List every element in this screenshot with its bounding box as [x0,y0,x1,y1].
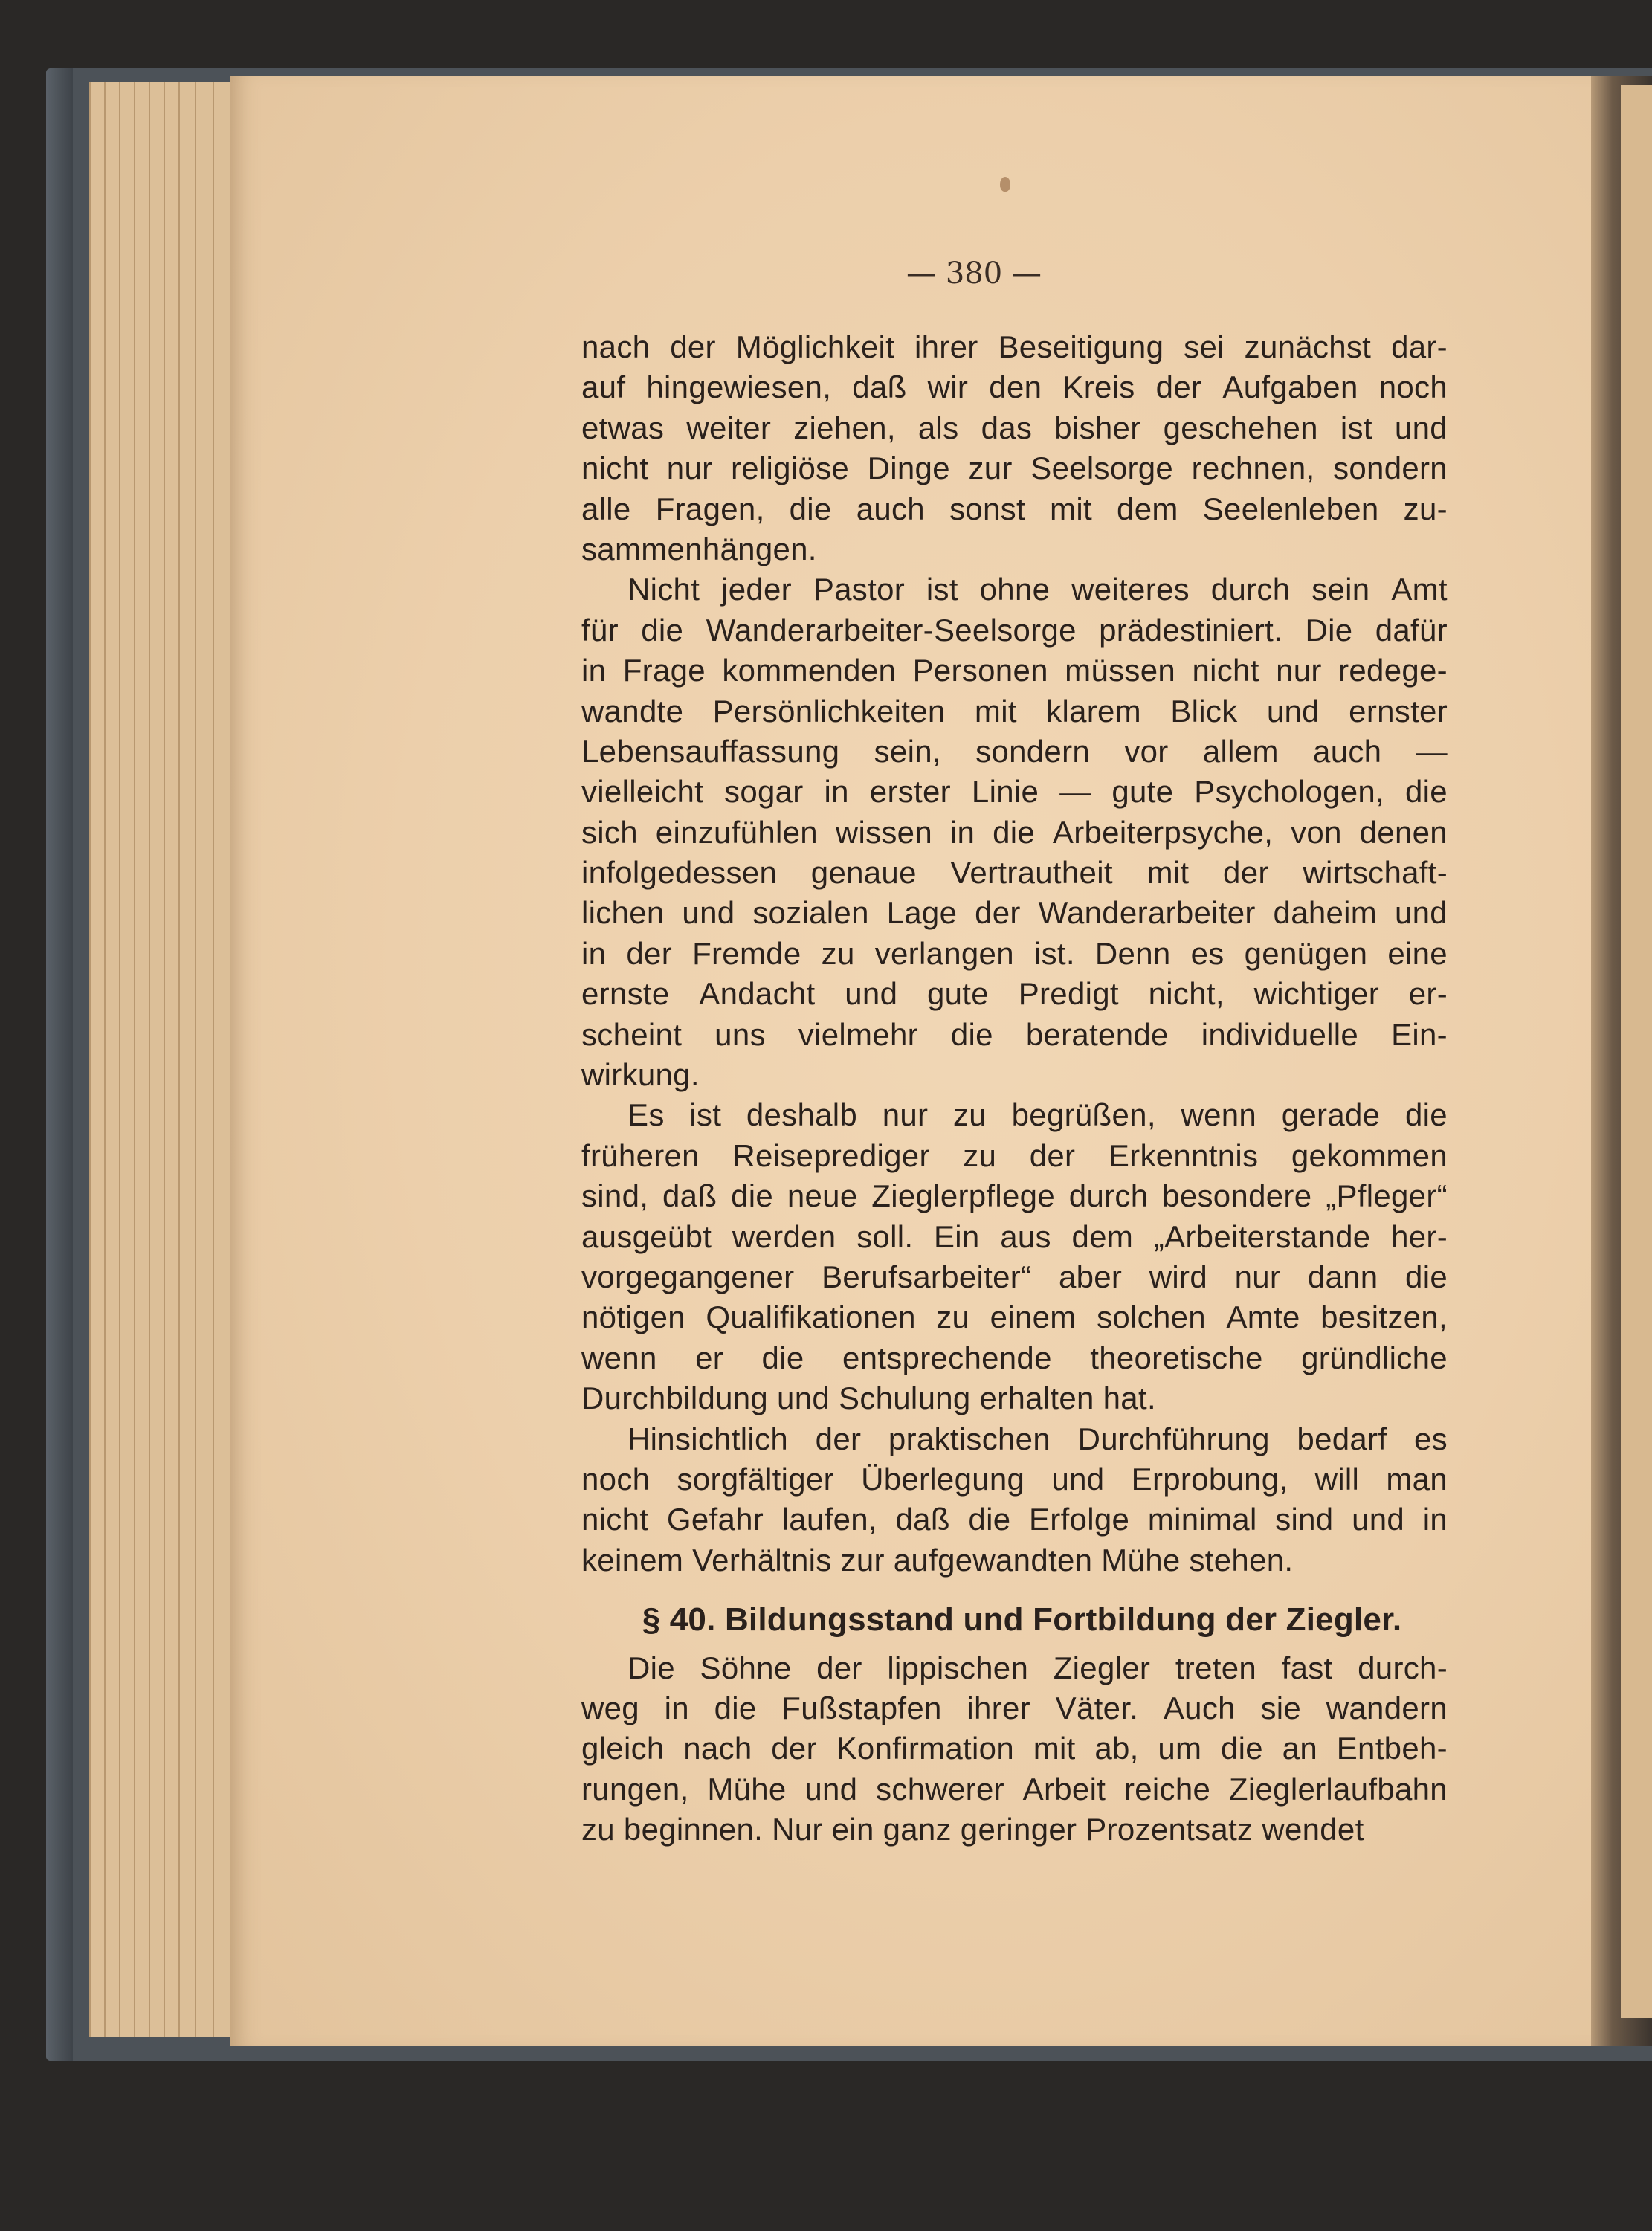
facing-page-edge [1621,85,1652,2018]
text-line: in Frage kommenden Personen müssen nicht nur redege- [581,653,1448,688]
text-line: Nicht jeder Pastor ist ohne weiteres durch sein Amt [627,572,1448,607]
body-text [581,327,1448,1850]
text-line: Lebensauffassung sein, sondern vor allem auch — [581,733,1448,769]
text-line: lichen und sozialen Lage der Wanderarbeiter daheim und [581,895,1448,931]
text-line: auf hingewiesen, daß wir den Kreis der Aufgaben noch [581,369,1448,405]
page-number: — 380 — [906,256,1042,291]
text-line: Hinsichtlich der praktischen Durchführung bedarf es [627,1421,1448,1456]
text-line: ausgeübt werden soll. Ein aus dem „Arbeiterstande her- [581,1218,1448,1254]
text-line: Die Söhne der lippischen Ziegler treten fast durch- [627,1650,1448,1685]
text-line: sammenhängen. [581,531,817,566]
text-line: Es ist deshalb nur zu begrüßen, wenn gerade die [627,1097,1448,1133]
text-line: scheint uns vielmehr die beratende individuelle Ein- [581,1016,1448,1052]
text-line: ernste Andacht und gute Predigt nicht, wichtiger er- [581,976,1448,1012]
ink-spot [1000,177,1010,192]
text-line: für die Wanderarbeiter-Seelsorge prädestiniert. Die dafür [581,612,1448,648]
text-line: vielleicht sogar in erster Linie — gute Psychologen, die [581,774,1448,810]
text-line: nicht Gefahr laufen, daß die Erfolge minimal sind und in [581,1502,1448,1537]
text-line: nötigen Qualifikationen zu einem solchen Amte besitzen, [581,1299,1448,1335]
book-spine-edge [46,68,73,2061]
text-line: vorgegangener Berufsarbeiter“ aber wird nur dann die [581,1259,1448,1294]
text-line: wirkung. [581,1057,700,1093]
section-heading: § 40. Bildungsstand und Fortbildung der Ziegler. [642,1601,1402,1638]
text-line: etwas weiter ziehen, als das bisher geschehen ist und [581,410,1448,445]
text-line: wandte Persönlichkeiten mit klarem Blick und ernster [581,693,1448,729]
text-line: in der Fremde zu verlangen ist. Denn es genügen eine [581,935,1448,971]
text-line: wenn er die entsprechende theoretische gründliche [581,1340,1448,1375]
text-line: sich einzufühlen wissen in die Arbeiterpsyche, von denen [581,814,1448,850]
text-line: früheren Reiseprediger zu der Erkenntnis gekommen [581,1137,1448,1173]
text-line: gleich nach der Konfirmation mit ab, um die an Entbeh- [581,1731,1448,1766]
text-line: sind, daß die neue Zieglerpflege durch besondere „Pfleger“ [581,1178,1448,1214]
text-line: infolgedessen genaue Vertrautheit mit der wirtschaft- [581,855,1448,891]
text-line: nach der Möglichkeit ihrer Beseitigung sei zunächst dar- [581,329,1448,364]
text-line: zu beginnen. Nur ein ganz geringer Prozentsatz wendet [581,1812,1364,1847]
text-line: Durchbildung und Schulung erhalten hat. [581,1381,1156,1416]
text-line: weg in die Fußstapfen ihrer Väter. Auch sie wandern [581,1690,1448,1725]
text-line: keinem Verhältnis zur aufgewandten Mühe stehen. [581,1542,1294,1578]
text-line: rungen, Mühe und schwerer Arbeit reiche Zieglerlaufbahn [581,1771,1448,1807]
text-line: nicht nur religiöse Dinge zur Seelsorge rechnen, sondern [581,451,1448,486]
text-line: noch sorgfältiger Überlegung und Erprobung, will man [581,1461,1448,1497]
text-line: alle Fragen, die auch sonst mit dem Seelenleben zu- [581,491,1448,526]
